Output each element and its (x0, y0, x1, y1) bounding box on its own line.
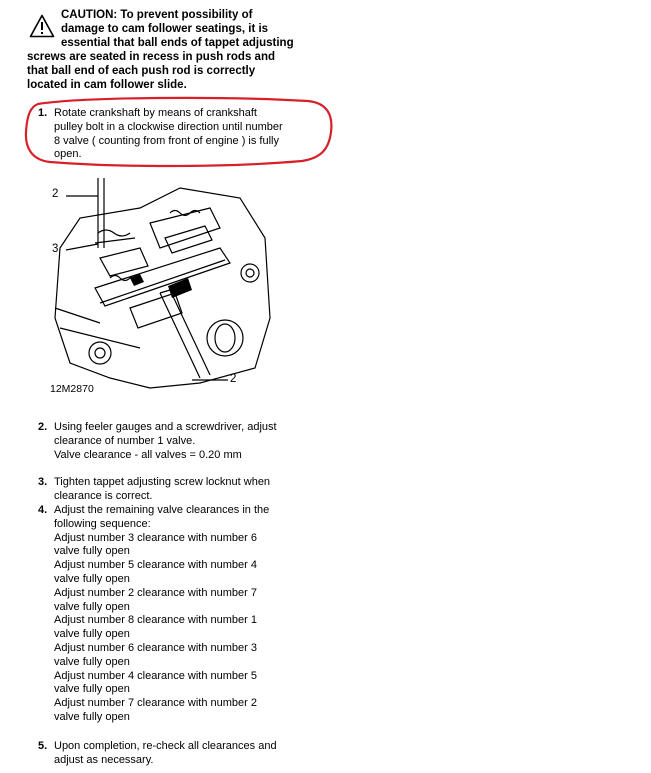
step-number: 3. (38, 476, 48, 488)
step-line: 8 valve ( counting from front of engine ) is fully (54, 134, 279, 147)
step-number: 1. (38, 107, 48, 119)
step-line: Using feeler gauges and a screwdriver, adjust (54, 421, 277, 433)
step-line: Valve clearance - all valves = 0.20 mm (54, 448, 242, 461)
valve-adjustment-figure (40, 178, 280, 398)
step-line: open. (54, 148, 82, 161)
step-line: valve fully open (54, 655, 130, 668)
step-1 (38, 107, 283, 162)
figure-callout-label: 3 (52, 243, 59, 255)
step-line: Adjust number 5 clearance with number 4 (54, 559, 257, 572)
step-3 (38, 476, 270, 504)
step-line: Adjust number 4 clearance with number 5 (54, 669, 257, 682)
step-line: Rotate crankshaft by means of crankshaft (54, 107, 257, 119)
step-line: Adjust number 8 clearance with number 1 (54, 614, 257, 627)
figure-code: 12M2870 (50, 383, 94, 395)
step-5 (38, 740, 277, 768)
step-number: 2. (38, 421, 48, 433)
step-line: Adjust number 2 clearance with number 7 (54, 586, 257, 599)
caution-line: that ball end of each push rod is correctly (27, 65, 256, 77)
step-line: Tighten tappet adjusting screw locknut when (54, 476, 271, 488)
step-line: adjust as necessary. (54, 753, 154, 766)
step-line: Adjust number 7 clearance with number 2 (54, 697, 257, 710)
caution-line: essential that ball ends of tappet adjusting (61, 37, 294, 49)
step-line: following sequence: (54, 517, 151, 530)
step-4 (38, 504, 269, 725)
step-line: valve fully open (54, 710, 130, 723)
caution-line: located in cam follower slide. (27, 79, 187, 91)
step-line: valve fully open (54, 683, 130, 696)
step-number: 5. (38, 740, 48, 752)
step-line: valve fully open (54, 572, 130, 585)
step-line: Upon completion, re-check all clearances and (54, 740, 277, 752)
step-line: clearance is correct. (54, 489, 153, 502)
step-line: valve fully open (54, 545, 130, 558)
figure-callout-label: 2 (52, 188, 59, 200)
step-2 (38, 421, 277, 462)
figure-callout-label: 2 (230, 373, 237, 385)
step-line: Adjust number 6 clearance with number 3 (54, 641, 257, 654)
step-number: 4. (38, 504, 48, 516)
step-line: Adjust the remaining valve clearances in the (54, 504, 270, 516)
step-line: Adjust number 3 clearance with number 6 (54, 531, 257, 544)
engine-valve-illustration (40, 178, 280, 398)
caution-line: screws are seated in recess in push rods and (27, 51, 275, 63)
step-line: pulley bolt in a clockwise direction until number (54, 120, 283, 133)
caution-line: damage to cam follower seatings, it is (61, 23, 269, 35)
caution-line: CAUTION: To prevent possibility of (61, 9, 253, 21)
step-line: valve fully open (54, 628, 130, 641)
caution-text (27, 8, 317, 92)
step-line: valve fully open (54, 600, 130, 613)
step-line: clearance of number 1 valve. (54, 434, 196, 447)
